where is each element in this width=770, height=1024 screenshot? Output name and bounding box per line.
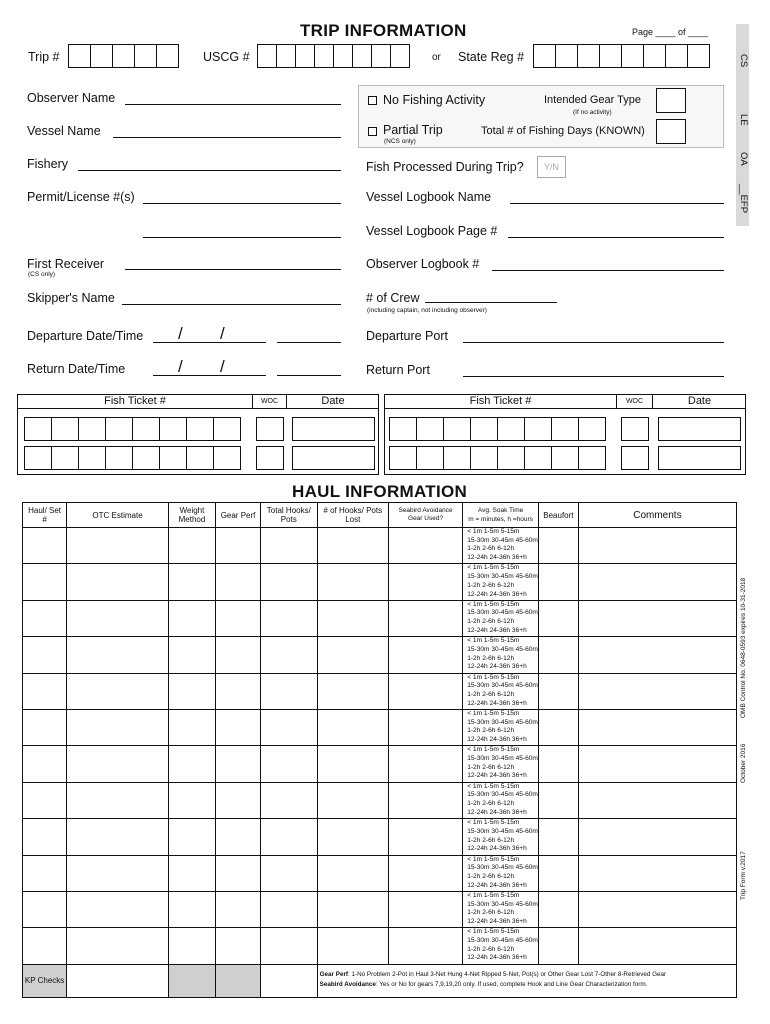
haul-cell[interactable] (538, 746, 578, 782)
gear-perf-legend-title: Gear Perf (319, 970, 348, 978)
soak-option-line: 1-2h 2-6h 6-12h (467, 909, 515, 917)
haul-cell[interactable] (388, 564, 462, 600)
soak-option-line: 12-24h 24-36h 36+h (467, 554, 527, 562)
haul-cell[interactable] (216, 782, 261, 818)
soak-time-options[interactable] (463, 928, 539, 964)
haul-cell[interactable] (317, 528, 388, 564)
haul-row (23, 528, 737, 564)
haul-cell[interactable] (388, 782, 462, 818)
form-version: Trip Form v.2017 (740, 851, 747, 900)
haul-cell[interactable] (260, 782, 317, 818)
permit-field-2[interactable] (143, 237, 341, 238)
col-otc-estimate: OTC Estimate (67, 503, 169, 528)
haul-cell[interactable] (216, 673, 261, 709)
soak-time-options[interactable] (463, 600, 539, 636)
ticket-boxes-row-2[interactable] (389, 446, 605, 470)
col-beaufort: Beaufort (538, 503, 578, 528)
haul-cell[interactable] (23, 746, 67, 782)
haul-cell[interactable] (216, 528, 261, 564)
haul-cell[interactable] (388, 637, 462, 673)
haul-cell[interactable] (260, 637, 317, 673)
kp-otc-cell[interactable] (67, 964, 169, 997)
col-seabird: Seabird Avoidance Gear Used? (388, 503, 462, 528)
soak-time-options[interactable] (463, 528, 539, 564)
observer-logbook-field[interactable] (492, 270, 724, 271)
haul-info-title: HAUL INFORMATION (292, 482, 468, 501)
departure-port-field[interactable] (463, 342, 724, 343)
fish-ticket-table-left (17, 394, 379, 475)
soak-option-line: < 1m 1-5m 5-15m (467, 709, 520, 717)
vessel-name-field[interactable] (113, 137, 341, 138)
crew-field[interactable] (425, 302, 557, 303)
first-receiver-note: (CS only) (28, 271, 56, 278)
haul-cell[interactable] (317, 746, 388, 782)
ticket-boxes-row-2[interactable] (24, 446, 240, 470)
fishery-label: Fishery (27, 157, 68, 171)
haul-cell[interactable] (317, 600, 388, 636)
haul-cell[interactable] (578, 637, 736, 673)
haul-cell[interactable] (538, 600, 578, 636)
haul-cell[interactable] (388, 600, 462, 636)
soak-option-line: 1-2h 2-6h 6-12h (467, 618, 515, 626)
haul-cell[interactable] (578, 600, 736, 636)
col-hooks-lost: # of Hooks/ Pots Lost (317, 503, 388, 528)
col-gear-perf: Gear Perf (216, 503, 261, 528)
observer-name-label: Observer Name (27, 91, 116, 105)
soak-option-line: 12-24h 24-36h 36+h (467, 772, 527, 780)
soak-option-line: < 1m 1-5m 5-15m (467, 819, 520, 827)
date-box-1[interactable] (292, 417, 375, 441)
soak-option-line: 15-30m 30-45m 45-60m (467, 900, 538, 908)
first-receiver-field[interactable] (125, 269, 341, 270)
side-label-efp: __EFP (738, 184, 749, 214)
haul-cell[interactable] (67, 891, 169, 927)
haul-cell[interactable] (23, 673, 67, 709)
haul-cell[interactable] (317, 891, 388, 927)
fish-ticket-header: Fish Ticket # (385, 395, 617, 409)
permit-label: Permit/License #(s) (27, 190, 135, 204)
ticket-boxes-row-1[interactable] (24, 417, 240, 441)
haul-cell[interactable] (168, 637, 215, 673)
col-soak-time (463, 503, 539, 528)
kp-checks-label: KP Checks (23, 964, 67, 997)
soak-time-options[interactable] (463, 746, 539, 782)
col-haul-set: Haul/ Set # (23, 503, 67, 528)
soak-option-line: 1-2h 2-6h 6-12h (467, 545, 515, 553)
haul-row (23, 891, 737, 927)
no-fishing-checkbox[interactable] (368, 96, 377, 105)
haul-cell[interactable] (578, 855, 736, 891)
haul-cell[interactable] (260, 746, 317, 782)
soak-option-line: 15-30m 30-45m 45-60m (467, 718, 538, 726)
haul-cell[interactable] (67, 600, 169, 636)
haul-cell[interactable] (23, 637, 67, 673)
haul-cell[interactable] (317, 928, 388, 964)
haul-cell[interactable] (578, 564, 736, 600)
haul-cell[interactable] (23, 564, 67, 600)
fish-processed-label: Fish Processed During Trip? (366, 160, 524, 174)
haul-cell[interactable] (168, 746, 215, 782)
haul-cell[interactable] (67, 564, 169, 600)
date-header: Date (653, 395, 746, 409)
soak-option-line: 15-30m 30-45m 45-60m (467, 536, 538, 544)
return-time-field[interactable] (277, 375, 341, 376)
date-slash: / (178, 357, 183, 376)
haul-cell[interactable] (538, 528, 578, 564)
haul-row (23, 746, 737, 782)
date-header: Date (287, 395, 379, 409)
haul-cell[interactable] (168, 673, 215, 709)
soak-time-options[interactable] (463, 819, 539, 855)
haul-cell[interactable] (168, 819, 215, 855)
uscg-boxes[interactable] (257, 44, 409, 68)
return-date-field[interactable] (153, 375, 266, 376)
soak-option-line: < 1m 1-5m 5-15m (467, 637, 520, 645)
haul-cell[interactable] (388, 709, 462, 745)
haul-cell[interactable] (260, 819, 317, 855)
woc-box-2[interactable] (621, 446, 649, 470)
haul-cell[interactable] (578, 928, 736, 964)
intended-gear-box[interactable] (656, 88, 686, 113)
haul-cell[interactable] (538, 637, 578, 673)
legend-cell (317, 964, 736, 997)
haul-cell[interactable] (67, 746, 169, 782)
fish-processed-yn-box[interactable]: Y/N (537, 156, 566, 178)
haul-cell[interactable] (23, 819, 67, 855)
fishery-field[interactable] (78, 170, 341, 171)
date-box-2[interactable] (658, 446, 741, 470)
haul-cell[interactable] (538, 928, 578, 964)
partial-trip-checkbox[interactable] (368, 127, 377, 136)
departure-date-field[interactable] (153, 342, 266, 343)
partial-trip-note: (NCS only) (384, 138, 416, 145)
woc-box-2[interactable] (256, 446, 284, 470)
no-fishing-label: No Fishing Activity (383, 93, 486, 107)
crew-note: (including captain, not including observer) (367, 307, 487, 314)
fishing-days-box[interactable] (656, 119, 686, 144)
logbook-page-label: Vessel Logbook Page # (366, 224, 498, 238)
soak-option-line: 1-2h 2-6h 6-12h (467, 945, 515, 953)
trip-number-label: Trip # (28, 50, 60, 64)
seabird-legend: : Yes or No for gears 7,9,19,20 only. If used, complete Hook and Line Gear Characterization form. (375, 980, 648, 988)
soak-option-line: 12-24h 24-36h 36+h (467, 590, 527, 598)
departure-datetime-label: Departure Date/Time (27, 329, 144, 343)
soak-option-line: 12-24h 24-36h 36+h (467, 918, 527, 926)
soak-option-line: 1-2h 2-6h 6-12h (467, 727, 515, 735)
soak-option-line: 1-2h 2-6h 6-12h (467, 836, 515, 844)
haul-cell[interactable] (168, 928, 215, 964)
soak-option-line: < 1m 1-5m 5-15m (467, 855, 520, 863)
crew-label: # of Crew (366, 291, 420, 305)
haul-cell[interactable] (216, 928, 261, 964)
date-slash: / (178, 324, 183, 343)
kp-shaded-cell (216, 964, 261, 997)
soak-option-line: < 1m 1-5m 5-15m (467, 528, 520, 535)
soak-option-line: 12-24h 24-36h 36+h (467, 699, 527, 707)
soak-header: Avg. Soak Time (477, 507, 524, 514)
haul-cell[interactable] (216, 746, 261, 782)
haul-cell[interactable] (317, 819, 388, 855)
fishing-days-label: Total # of Fishing Days (KNOWN) (481, 125, 645, 137)
haul-cell[interactable] (317, 855, 388, 891)
haul-cell[interactable] (388, 673, 462, 709)
haul-row (23, 819, 737, 855)
or-label: or (432, 52, 441, 63)
soak-option-line: < 1m 1-5m 5-15m (467, 746, 520, 754)
haul-row (23, 709, 737, 745)
haul-cell[interactable] (260, 600, 317, 636)
date-slash: / (220, 357, 225, 376)
logbook-name-field[interactable] (510, 203, 724, 204)
uscg-label: USCG # (203, 50, 250, 64)
haul-cell[interactable] (168, 782, 215, 818)
haul-cell[interactable] (260, 855, 317, 891)
skipper-field[interactable] (122, 304, 341, 305)
state-reg-label: State Reg # (458, 50, 525, 64)
haul-cell[interactable] (67, 637, 169, 673)
date-slash: / (220, 324, 225, 343)
side-label-oa: OA (738, 152, 749, 166)
haul-row (23, 637, 737, 673)
haul-cell[interactable] (388, 855, 462, 891)
haul-cell[interactable] (538, 564, 578, 600)
haul-cell[interactable] (538, 673, 578, 709)
haul-cell[interactable] (388, 819, 462, 855)
state-reg-boxes[interactable] (533, 44, 709, 68)
haul-cell[interactable] (578, 673, 736, 709)
side-label-cs: CS (738, 54, 749, 68)
haul-row (23, 564, 737, 600)
haul-cell[interactable] (388, 528, 462, 564)
woc-header: WOC (253, 395, 287, 409)
haul-table (22, 502, 737, 998)
soak-option-line: 12-24h 24-36h 36+h (467, 663, 527, 671)
haul-cell[interactable] (216, 855, 261, 891)
col-total-hooks: Total Hooks/ Pots (260, 503, 317, 528)
kp-hooks-cell[interactable] (260, 964, 317, 997)
haul-cell[interactable] (578, 528, 736, 564)
haul-cell[interactable] (67, 709, 169, 745)
skipper-label: Skipper's Name (27, 291, 115, 305)
haul-cell[interactable] (260, 564, 317, 600)
omb-control: OMB Control No. 0648-0593 expires 10-31-2018 (740, 577, 747, 718)
haul-cell[interactable] (317, 637, 388, 673)
vessel-name-label: Vessel Name (27, 124, 101, 138)
intended-gear-label: Intended Gear Type (544, 94, 642, 106)
haul-cell[interactable] (23, 782, 67, 818)
haul-cell[interactable] (23, 855, 67, 891)
haul-cell[interactable] (538, 709, 578, 745)
haul-cell[interactable] (23, 891, 67, 927)
col-comments: Comments (578, 503, 736, 528)
soak-option-line: < 1m 1-5m 5-15m (467, 564, 520, 572)
haul-cell[interactable] (67, 528, 169, 564)
haul-row (23, 673, 737, 709)
soak-option-line: 15-30m 30-45m 45-60m (467, 937, 538, 944)
soak-option-line: 1-2h 2-6h 6-12h (467, 800, 515, 808)
seabird-legend-title: Seabird Avoidance (319, 980, 376, 988)
haul-cell[interactable] (67, 673, 169, 709)
woc-box-1[interactable] (621, 417, 649, 441)
haul-row (23, 855, 737, 891)
haul-row (23, 600, 737, 636)
haul-cell[interactable] (578, 746, 736, 782)
haul-cell[interactable] (168, 891, 215, 927)
haul-cell[interactable] (168, 855, 215, 891)
return-port-field[interactable] (463, 376, 724, 377)
observer-logbook-label: Observer Logbook # (366, 257, 480, 271)
soak-units-note: m = minutes, h =hours (468, 516, 533, 523)
haul-cell[interactable] (260, 928, 317, 964)
haul-cell[interactable] (216, 709, 261, 745)
soak-time-options[interactable] (463, 891, 539, 927)
logbook-page-field[interactable] (508, 237, 724, 238)
soak-option-line: 12-24h 24-36h 36+h (467, 808, 527, 816)
col-weight-method: Weight Method (168, 503, 215, 528)
soak-time-options[interactable] (463, 673, 539, 709)
fish-ticket-header: Fish Ticket # (18, 395, 253, 409)
haul-cell[interactable] (538, 782, 578, 818)
soak-option-line: 15-30m 30-45m 45-60m (467, 827, 538, 835)
soak-option-line: 12-24h 24-36h 36+h (467, 881, 527, 889)
haul-cell[interactable] (578, 782, 736, 818)
trip-number-boxes[interactable] (68, 44, 178, 68)
haul-cell[interactable] (216, 564, 261, 600)
soak-option-line: 15-30m 30-45m 45-60m (467, 755, 538, 763)
soak-time-options[interactable] (463, 855, 539, 891)
haul-cell[interactable] (23, 528, 67, 564)
haul-cell[interactable] (168, 564, 215, 600)
haul-cell[interactable] (216, 819, 261, 855)
return-datetime-label: Return Date/Time (27, 362, 126, 376)
haul-cell[interactable] (260, 528, 317, 564)
soak-option-line: < 1m 1-5m 5-15m (467, 673, 520, 681)
observer-name-field[interactable] (125, 104, 341, 105)
fish-ticket-table-right (384, 394, 746, 475)
woc-header: WOC (617, 395, 653, 409)
date-box-1[interactable] (658, 417, 741, 441)
soak-option-line: 1-2h 2-6h 6-12h (467, 654, 515, 662)
haul-row (23, 782, 737, 818)
haul-cell[interactable] (23, 709, 67, 745)
haul-cell[interactable] (317, 709, 388, 745)
form-date: October 2016 (740, 743, 747, 783)
soak-option-line: < 1m 1-5m 5-15m (467, 600, 520, 608)
soak-option-line: 1-2h 2-6h 6-12h (467, 690, 515, 698)
departure-time-field[interactable] (277, 342, 341, 343)
haul-cell[interactable] (388, 891, 462, 927)
soak-option-line: < 1m 1-5m 5-15m (467, 928, 520, 936)
haul-cell[interactable] (216, 891, 261, 927)
haul-cell[interactable] (23, 928, 67, 964)
haul-cell[interactable] (67, 855, 169, 891)
side-label-le: LE (738, 114, 749, 126)
soak-option-line: 1-2h 2-6h 6-12h (467, 581, 515, 589)
haul-cell[interactable] (23, 600, 67, 636)
haul-cell[interactable] (578, 709, 736, 745)
haul-cell[interactable] (67, 782, 169, 818)
haul-cell[interactable] (216, 600, 261, 636)
haul-cell[interactable] (168, 528, 215, 564)
intended-gear-note: (If no activity) (573, 109, 612, 116)
soak-option-line: 1-2h 2-6h 6-12h (467, 763, 515, 771)
haul-cell[interactable] (578, 891, 736, 927)
haul-row (23, 928, 737, 964)
soak-option-line: 15-30m 30-45m 45-60m (467, 573, 538, 581)
logbook-name-label: Vessel Logbook Name (366, 190, 492, 204)
soak-option-line: 12-24h 24-36h 36+h (467, 954, 527, 962)
departure-port-label: Departure Port (366, 329, 448, 343)
haul-cell[interactable] (260, 673, 317, 709)
soak-option-line: 12-24h 24-36h 36+h (467, 736, 527, 744)
soak-option-line: 15-30m 30-45m 45-60m (467, 864, 538, 872)
haul-cell[interactable] (538, 891, 578, 927)
haul-cell[interactable] (168, 709, 215, 745)
haul-cell[interactable] (216, 637, 261, 673)
haul-cell[interactable] (538, 819, 578, 855)
permit-field-1[interactable] (143, 203, 341, 204)
partial-trip-label: Partial Trip (383, 123, 443, 137)
page-counter: Page ____ of ____ (632, 27, 709, 37)
haul-cell[interactable] (67, 819, 169, 855)
gear-perf-legend: : 1-No Problem 2-Pot in Haul 3-Net Hung 4-Net Ripped 5-Net, Pot(s) or Other Gear Lost 7-Other 8-Retrieved Gear (348, 970, 667, 978)
soak-time-options[interactable] (463, 782, 539, 818)
soak-option-line: 12-24h 24-36h 36+h (467, 626, 527, 634)
kp-shaded-cell (168, 964, 215, 997)
soak-option-line: < 1m 1-5m 5-15m (467, 782, 520, 790)
haul-cell[interactable] (317, 673, 388, 709)
ticket-boxes-row-1[interactable] (389, 417, 605, 441)
return-port-label: Return Port (366, 363, 430, 377)
soak-option-line: 15-30m 30-45m 45-60m (467, 791, 538, 799)
soak-option-line: 15-30m 30-45m 45-60m (467, 682, 538, 690)
first-receiver-label: First Receiver (27, 257, 105, 271)
soak-time-options[interactable] (463, 709, 539, 745)
haul-cell[interactable] (388, 746, 462, 782)
program-sidebar (736, 24, 749, 226)
haul-cell[interactable] (168, 600, 215, 636)
date-box-2[interactable] (292, 446, 375, 470)
soak-option-line: 15-30m 30-45m 45-60m (467, 609, 538, 617)
haul-cell[interactable] (388, 928, 462, 964)
haul-cell[interactable] (260, 709, 317, 745)
haul-cell[interactable] (317, 782, 388, 818)
soak-time-options[interactable] (463, 637, 539, 673)
haul-cell[interactable] (67, 928, 169, 964)
trip-info-title: TRIP INFORMATION (300, 21, 467, 40)
soak-option-line: 12-24h 24-36h 36+h (467, 845, 527, 853)
soak-option-line: < 1m 1-5m 5-15m (467, 891, 520, 899)
haul-cell[interactable] (578, 819, 736, 855)
woc-box-1[interactable] (256, 417, 284, 441)
soak-option-line: 1-2h 2-6h 6-12h (467, 872, 515, 880)
soak-time-options[interactable] (463, 564, 539, 600)
soak-option-line: 15-30m 30-45m 45-60m (467, 645, 538, 653)
haul-cell[interactable] (317, 564, 388, 600)
haul-cell[interactable] (260, 891, 317, 927)
haul-cell[interactable] (538, 855, 578, 891)
